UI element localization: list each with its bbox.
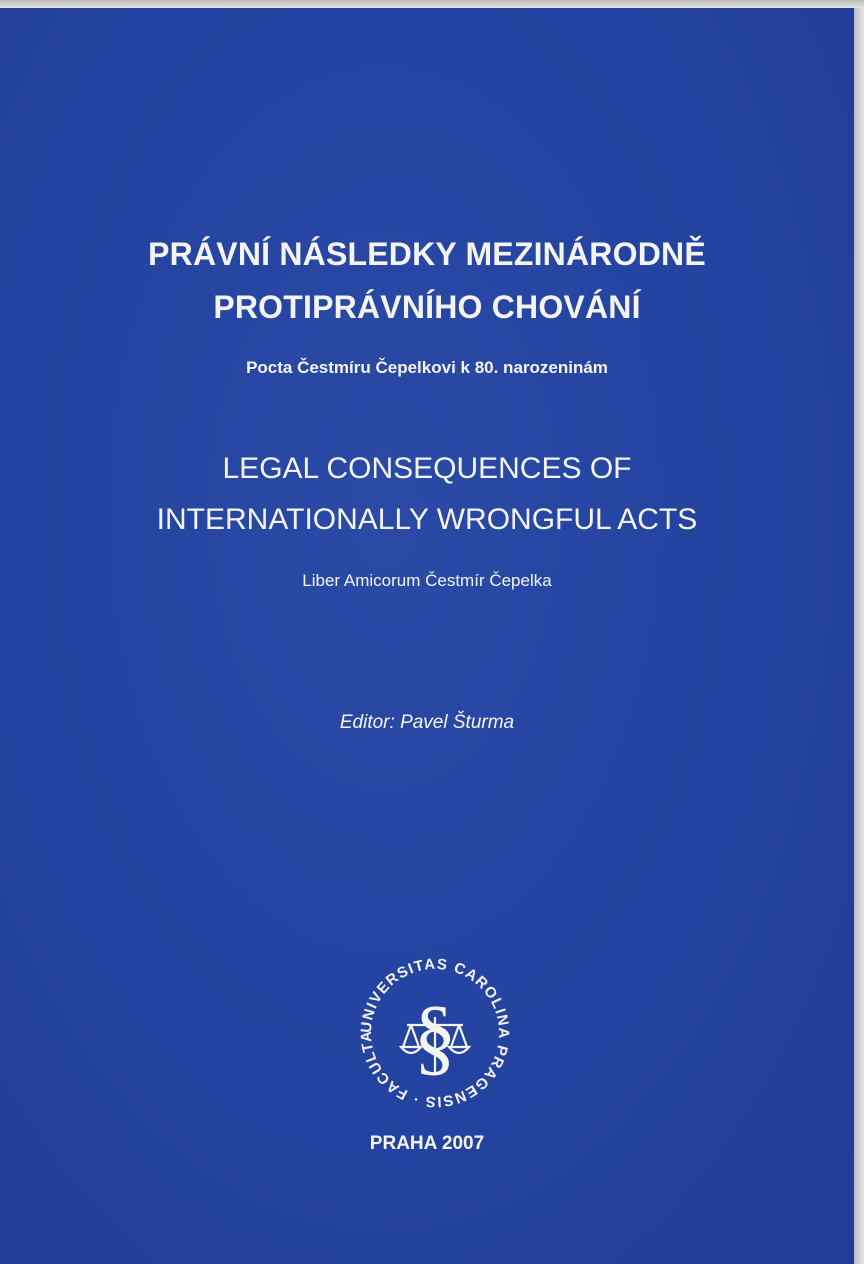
seal-ring-text: UNIVERSITAS CAROLINA PRAGENSIS · FACULTA <box>357 955 513 1111</box>
book-cover <box>0 8 854 1264</box>
czech-title-line-2: PROTIPRÁVNÍHO CHOVÁNÍ <box>213 289 641 325</box>
english-subtitle: Liber Amicorum Čestmír Čepelka <box>302 571 552 590</box>
editor-credit: Editor: Pavel Šturma <box>339 712 515 733</box>
seal-graphic <box>345 943 525 1123</box>
scales-of-justice-icon <box>401 1017 469 1073</box>
scan-right-edge <box>854 8 864 1264</box>
section-sign-icon: § <box>413 988 457 1084</box>
english-title-line-2: INTERNATIONALLY WRONGFUL ACTS <box>156 503 698 536</box>
czech-title-line-1: PRÁVNÍ NÁSLEDKY MEZINÁRODNĚ <box>148 236 706 272</box>
publisher-place-year: PRAHA 2007 <box>369 1133 485 1154</box>
english-title <box>0 443 854 545</box>
scan-top-strip <box>0 0 864 8</box>
english-title-line-1: LEGAL CONSEQUENCES OF <box>222 452 632 485</box>
czech-title <box>0 228 854 334</box>
law-faculty-seal-icon <box>345 943 525 1123</box>
czech-subtitle: Pocta Čestmíru Čepelkovi k 80. narozeninám <box>246 358 608 377</box>
